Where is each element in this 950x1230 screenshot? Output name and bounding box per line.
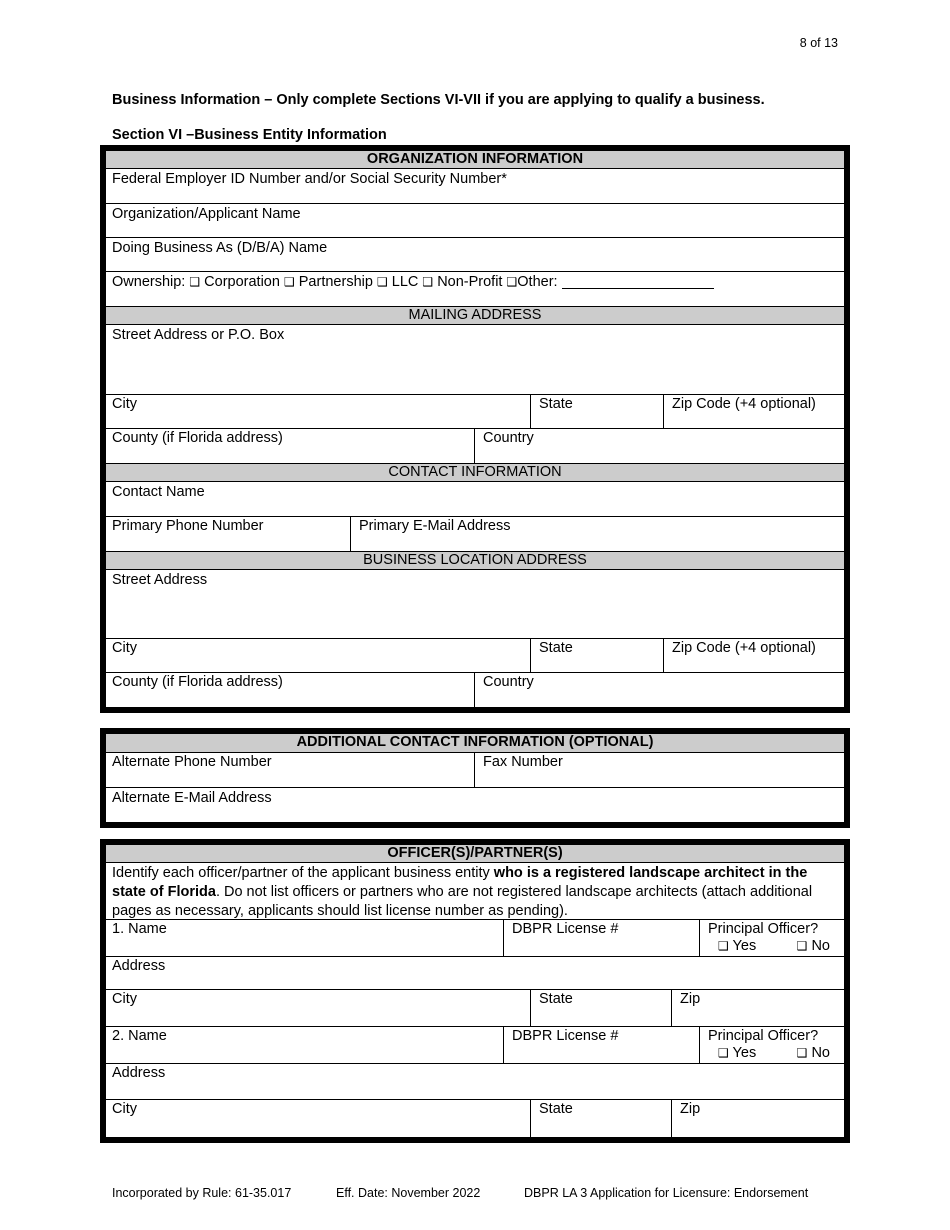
- officer-1-city-row: [106, 990, 844, 1027]
- officer-2-yes-option[interactable]: [718, 1045, 756, 1062]
- alt-phone-row: [106, 753, 844, 788]
- business-location-header: BUSINESS LOCATION ADDRESS: [106, 552, 844, 570]
- page-heading: Business Information – Only complete Sections VI-VII if you are applying to qualify a business.: [112, 92, 765, 108]
- alt-phone-field[interactable]: [106, 753, 474, 787]
- location-county-field[interactable]: [106, 673, 474, 707]
- mailing-county-label: County (if Florida address): [112, 430, 283, 446]
- checkbox-icon: ❑: [796, 939, 808, 953]
- other-fill-line[interactable]: [562, 288, 714, 289]
- no-label: No: [811, 1045, 830, 1061]
- footer-form-name: DBPR LA 3 Application for Licensure: Endorsement: [524, 1186, 809, 1200]
- primary-phone-label: Primary Phone Number: [112, 518, 264, 534]
- officer-2-name-field[interactable]: [106, 1027, 503, 1063]
- mailing-zip-label: Zip Code (+4 optional): [672, 396, 816, 412]
- ownership-option-nonprofit: Non-Profit: [437, 274, 503, 290]
- officers-table: [100, 839, 850, 1143]
- officer-1-zip-field[interactable]: [671, 990, 844, 1026]
- instruction-part-1: Identify each officer/partner of the applicant business entity: [112, 865, 494, 881]
- officer-1-license-label: DBPR License #: [512, 921, 619, 937]
- officer-1-yes-option[interactable]: [718, 938, 756, 955]
- ownership-label: Ownership:: [112, 274, 186, 290]
- ownership-option-corporation: Corporation: [204, 274, 280, 290]
- officer-2-license-field[interactable]: [503, 1027, 699, 1063]
- contact-name-field[interactable]: [106, 482, 844, 517]
- checkbox-icon: ❑: [718, 1046, 729, 1060]
- location-city-label: City: [112, 640, 137, 656]
- location-zip-field[interactable]: [663, 639, 844, 672]
- officer-1-license-field[interactable]: [503, 920, 699, 956]
- mailing-zip-field[interactable]: [663, 395, 844, 428]
- mailing-country-field[interactable]: [474, 429, 844, 463]
- contact-phone-row: [106, 517, 844, 552]
- officer-1-city-label: City: [112, 991, 137, 1007]
- officer-2-no-option[interactable]: [797, 1045, 830, 1062]
- checkbox-icon[interactable]: ❑: [283, 275, 295, 289]
- no-label: No: [811, 938, 830, 954]
- fein-label: Federal Employer ID Number and/or Social Security Number*: [112, 171, 507, 187]
- checkbox-icon[interactable]: ❑: [189, 275, 201, 289]
- mailing-address-header: MAILING ADDRESS: [106, 307, 844, 325]
- primary-email-field[interactable]: [350, 517, 844, 551]
- officer-1-state-field[interactable]: [530, 990, 671, 1026]
- mailing-country-label: Country: [483, 430, 534, 446]
- section-title: Section VI –Business Entity Information: [112, 127, 387, 143]
- additional-contact-table: [100, 728, 850, 828]
- footer-eff-date: Eff. Date: November 2022: [336, 1186, 481, 1200]
- location-street-label: Street Address: [112, 572, 208, 588]
- location-state-field[interactable]: [530, 639, 663, 672]
- checkbox-icon[interactable]: ❑: [506, 275, 518, 289]
- org-info-header: ORGANIZATION INFORMATION: [106, 151, 844, 169]
- location-county-label: County (if Florida address): [112, 674, 283, 690]
- location-country-field[interactable]: [474, 673, 844, 707]
- officers-header: OFFICER(S)/PARTNER(S): [106, 845, 844, 863]
- officer-2-state-field[interactable]: [530, 1100, 671, 1137]
- officer-1-zip-label: Zip: [680, 991, 701, 1007]
- officer-2-zip-label: Zip: [680, 1101, 701, 1117]
- ownership-option-partnership: Partnership: [298, 274, 373, 290]
- location-county-row: [106, 673, 844, 707]
- ownership-row: [106, 272, 844, 307]
- yes-label: Yes: [732, 1045, 757, 1061]
- primary-phone-field[interactable]: [106, 517, 350, 551]
- instruction-part-2: . Do not list officers or partners who are not registered landscape architects (attach additional pages as necessary, applicants should list license number as pending).: [112, 884, 813, 919]
- officer-2-city-row: [106, 1100, 844, 1137]
- org-name-field[interactable]: [106, 204, 844, 238]
- mailing-county-row: [106, 429, 844, 464]
- officer-2-name-label: 2. Name: [112, 1028, 167, 1044]
- fein-field[interactable]: [106, 169, 844, 204]
- location-city-row: [106, 639, 844, 673]
- officer-1-principal-field: [699, 920, 844, 956]
- mailing-street-field[interactable]: [106, 325, 844, 395]
- fax-label: Fax Number: [483, 754, 563, 770]
- officer-2-state-label: State: [539, 1101, 573, 1117]
- officer-2-license-label: DBPR License #: [512, 1028, 619, 1044]
- mailing-city-label: City: [112, 396, 137, 412]
- instruction-bold: who is a registered landscape architect in the state of Florida: [112, 865, 808, 900]
- officer-1-name-row: [106, 920, 844, 957]
- ownership-option-other: Other:: [517, 274, 558, 290]
- ownership-option-llc: LLC: [391, 274, 419, 290]
- mailing-state-field[interactable]: [530, 395, 663, 428]
- mailing-city-field[interactable]: [106, 395, 530, 428]
- officer-1-principal-label: Principal Officer?: [708, 921, 819, 937]
- business-entity-table: [100, 145, 850, 713]
- alt-email-field[interactable]: [106, 788, 844, 822]
- checkbox-icon: ❑: [718, 939, 729, 953]
- org-name-label: Organization/Applicant Name: [112, 206, 301, 222]
- officer-2-zip-field[interactable]: [671, 1100, 844, 1137]
- location-country-label: Country: [483, 674, 534, 690]
- officer-1-name-label: 1. Name: [112, 921, 167, 937]
- officer-1-address-label: Address: [112, 958, 166, 974]
- ownership-line: [106, 272, 844, 291]
- primary-email-label: Primary E-Mail Address: [359, 518, 511, 534]
- officer-2-principal-label: Principal Officer?: [708, 1028, 819, 1044]
- officer-1-address-field[interactable]: [106, 957, 844, 990]
- officer-2-address-field[interactable]: [106, 1064, 844, 1100]
- location-zip-label: Zip Code (+4 optional): [672, 640, 816, 656]
- contact-name-label: Contact Name: [112, 484, 205, 500]
- dba-field[interactable]: [106, 238, 844, 272]
- checkbox-icon: ❑: [796, 1046, 808, 1060]
- page-number: 8 of 13: [799, 36, 838, 50]
- contact-info-header: CONTACT INFORMATION: [106, 464, 844, 482]
- officer-2-city-label: City: [112, 1101, 137, 1117]
- location-city-field[interactable]: [106, 639, 530, 672]
- mailing-county-field[interactable]: [106, 429, 474, 463]
- officer-1-city-field[interactable]: [106, 990, 530, 1026]
- checkbox-icon[interactable]: ❑: [422, 275, 434, 289]
- checkbox-icon[interactable]: ❑: [376, 275, 388, 289]
- alt-phone-label: Alternate Phone Number: [112, 754, 272, 770]
- mailing-state-label: State: [539, 396, 573, 412]
- additional-contact-header: ADDITIONAL CONTACT INFORMATION (OPTIONAL): [106, 734, 844, 753]
- officer-1-state-label: State: [539, 991, 573, 1007]
- officer-1-no-option[interactable]: [797, 938, 830, 955]
- officer-2-city-field[interactable]: [106, 1100, 530, 1137]
- alt-email-label: Alternate E-Mail Address: [112, 790, 272, 806]
- officer-2-principal-field: [699, 1027, 844, 1063]
- mailing-city-row: [106, 395, 844, 429]
- fax-field[interactable]: [474, 753, 844, 787]
- footer-rule: Incorporated by Rule: 61-35.017: [112, 1186, 292, 1200]
- officer-2-address-label: Address: [112, 1065, 166, 1081]
- location-state-label: State: [539, 640, 573, 656]
- dba-label: Doing Business As (D/B/A) Name: [112, 240, 328, 256]
- yes-label: Yes: [732, 938, 757, 954]
- officers-instructions: [106, 863, 844, 920]
- mailing-street-label: Street Address or P.O. Box: [112, 327, 285, 343]
- officer-1-name-field[interactable]: [106, 920, 503, 956]
- officer-2-name-row: [106, 1027, 844, 1064]
- location-street-field[interactable]: [106, 570, 844, 639]
- officers-instruction-text: [106, 863, 844, 921]
